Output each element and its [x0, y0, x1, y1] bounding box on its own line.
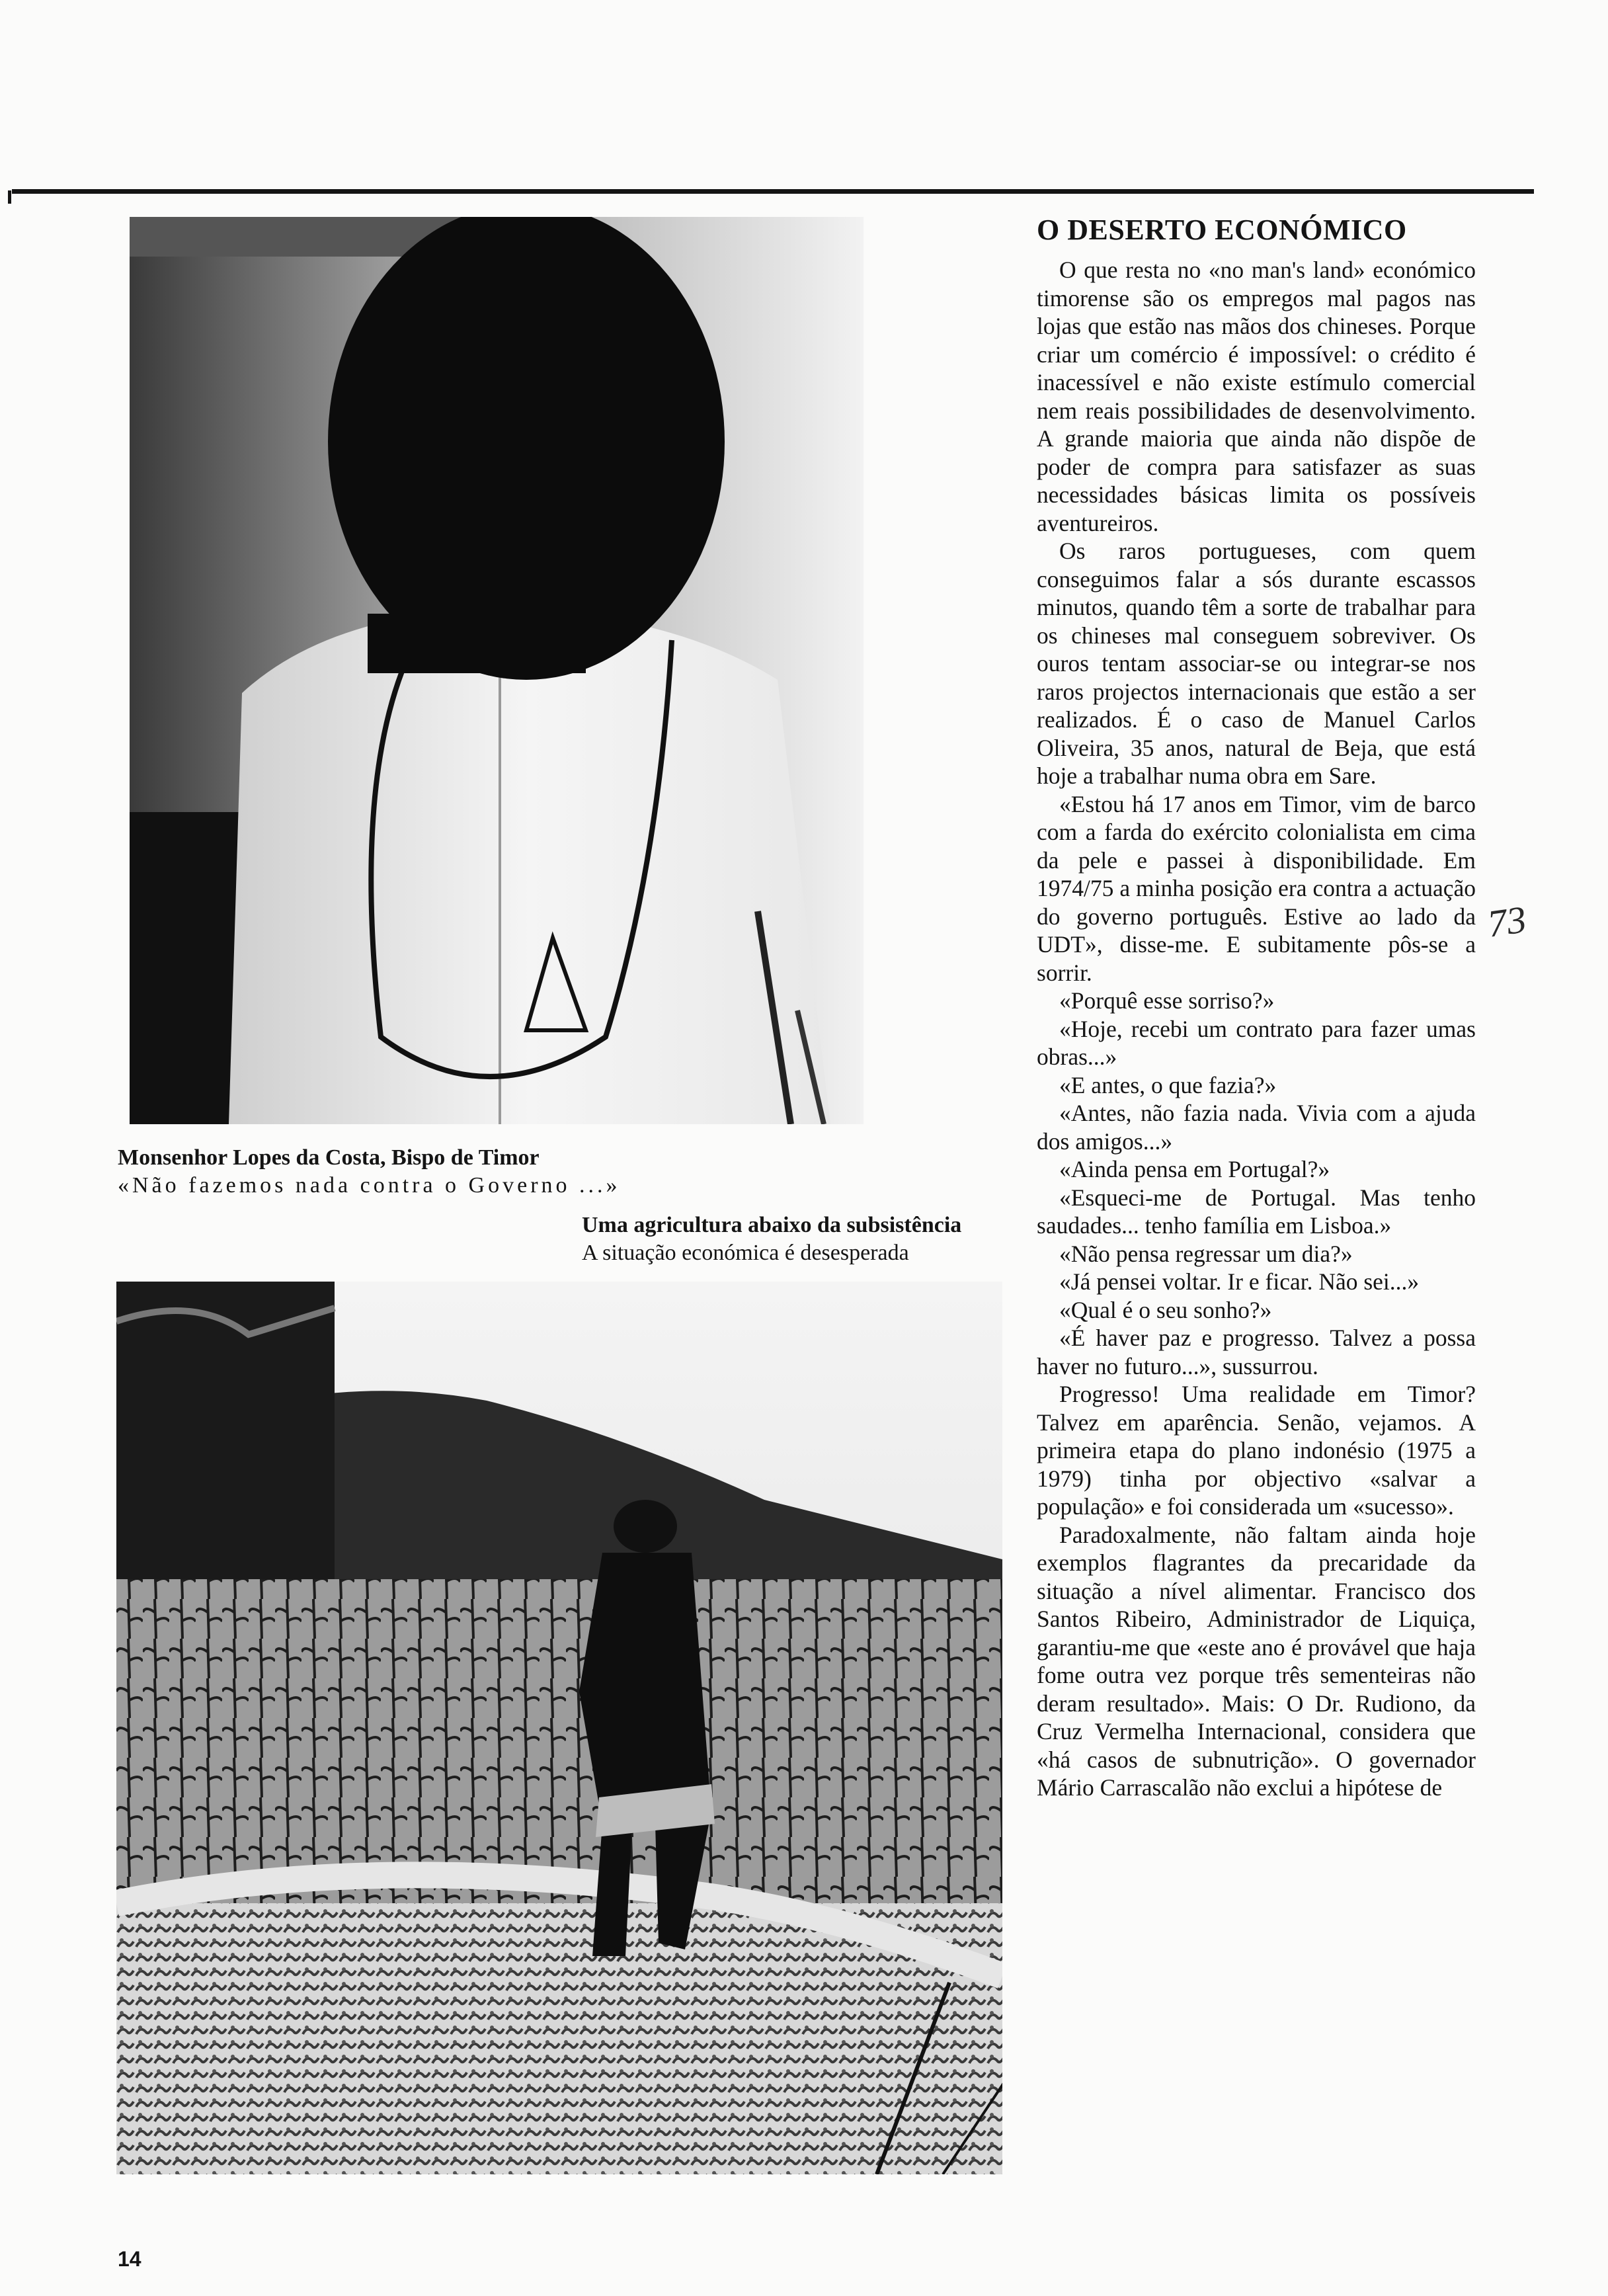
- agriculture-caption: [582, 1211, 1045, 1267]
- article-paragraph: Progresso! Uma realidade em Timor? Talvez em aparência. Senão, vejamos. A primeira etapa do plano indonésio (1975 a 1979) tinha por objectivo «salvar a população» e foi considerada um «sucesso».: [1037, 1381, 1476, 1520]
- bishop-caption-title: Monsenhor Lopes da Costa, Bispo de Timor: [118, 1145, 540, 1170]
- article-paragraph: «Antes, não fazia nada. Vivia com a ajuda dos amigos...»: [1037, 1100, 1476, 1155]
- farmer-field-image: [116, 1282, 1002, 2174]
- bishop-caption: [118, 1144, 647, 1200]
- article-paragraph: «Estou há 17 anos em Timor, vim de barco com a farda do exército colonialista em cima da pele e passei à disponibilidade. Em 1974/75 a minha posição era contra a actuação do governo português. Estive ao lado da UDT», disse-me. E subitamente pôs-se a sorrir.: [1037, 790, 1476, 986]
- article-title: O DESERTO ECONÓMICO: [1037, 214, 1407, 246]
- handwritten-margin-note: 73: [1484, 897, 1529, 946]
- article-paragraph: «Esqueci-me de Portugal. Mas tenho saudades... tenho família em Lisboa.»: [1037, 1184, 1476, 1239]
- article-paragraph: «Não pensa regressar um dia?»: [1059, 1240, 1353, 1267]
- article-paragraph: «E antes, o que fazia?»: [1059, 1071, 1277, 1098]
- article-paragraph: Os raros portugueses, com quem conseguimos falar a sós durante escassos minutos, quando têm a sorte de trabalhar para os chineses mal conseguem sobreviver. Os ouros tentam associar-se ou integrar-se nos raros projectos internacionais que estão a ser realizados. É o caso de Manuel Carlos Oliveira, 35 anos, natural de Beja, que está hoje a trabalhar numa obra em Sare.: [1037, 538, 1476, 789]
- article-column: [1037, 213, 1476, 1802]
- bishop-caption-quote: «Não fazemos nada contra o Governo ...»: [118, 1173, 621, 1198]
- article-paragraph: «Ainda pensa em Portugal?»: [1059, 1156, 1330, 1182]
- bishop-portrait-image: [130, 217, 864, 1124]
- article-paragraph: «Porquê esse sorriso?»: [1059, 987, 1275, 1014]
- article-paragraph: O que resta no «no man's land» económico timorense são os empregos mal pagos nas lojas que estão nas mãos dos chineses. Porque criar um comércio é impossível: o crédito é inacessível e não existe estímulo comercial nem reais possibilidades de desenvolvimento. A grande maioria que ainda não dispõe de poder de compra para satisfazer as suas necessidades básicas limita os possíveis aventureiros.: [1037, 257, 1476, 536]
- header-rule-tick: [8, 190, 11, 204]
- bishop-portrait-photo: [130, 217, 864, 1124]
- agriculture-caption-title: Uma agricultura abaixo da subsistência: [582, 1213, 962, 1237]
- article-paragraph: «Hoje, recebi um contrato para fazer umas obras...»: [1037, 1015, 1476, 1070]
- article-paragraph: «Já pensei voltar. Ir e ficar. Não sei...»: [1059, 1268, 1420, 1295]
- article-paragraph: «É haver paz e progresso. Talvez a possa haver no futuro...», sussurrou.: [1037, 1325, 1476, 1379]
- article-paragraph: Paradoxalmente, não faltam ainda hoje exemplos flagrantes da precaridade da situação a nível alimentar. Francisco dos Santos Ribeiro, Administrador de Liquiça, garantiu-me que «este ano é provável que haja fome outra vez porque três sementeiras não deram resultado». Mais: O Dr. Rudiono, da Cruz Vermelha Internacional, considera que «há casos de subnutrição». O governador Mário Carrascalão não exclui a hipótese de: [1037, 1521, 1476, 1801]
- page-number: 14: [118, 2247, 141, 2271]
- article-paragraph: «Qual é o seu sonho?»: [1059, 1296, 1272, 1323]
- farmer-field-photo: [116, 1282, 1002, 2174]
- agriculture-caption-text: A situação económica é desesperada: [582, 1241, 909, 1265]
- header-rule: [12, 189, 1534, 194]
